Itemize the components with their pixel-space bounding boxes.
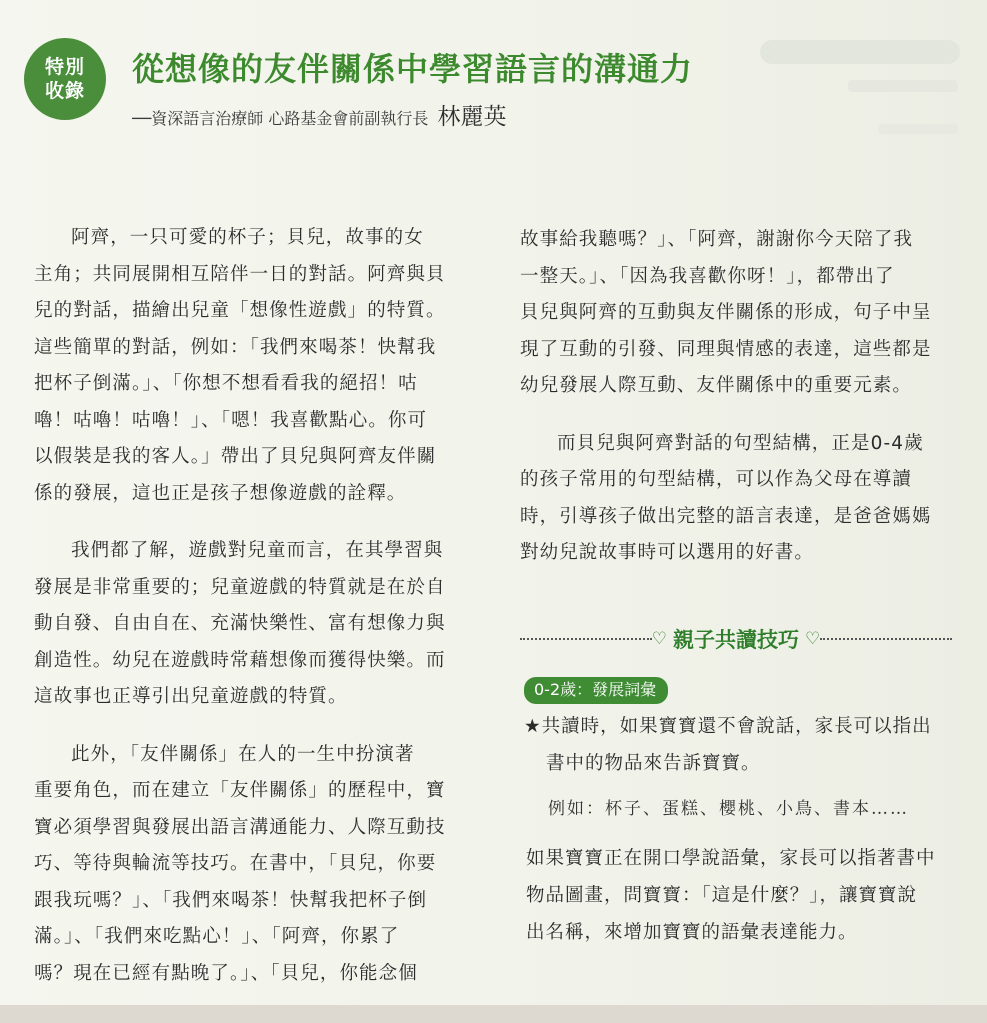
section-title: 親子共讀技巧	[673, 628, 799, 652]
text-line: 嚕！咕嚕！咕嚕！」、「嗯！我喜歡點心。你可	[34, 409, 428, 431]
age-range-tag: 0-2歲：發展詞彙	[524, 677, 668, 704]
badge-line-1: 特別	[44, 56, 85, 78]
example-words: 例如：杯子、蛋糕、櫻桃、小鳥、書本……	[548, 799, 909, 819]
heart-icon: ♡	[651, 629, 667, 649]
special-feature-badge	[24, 38, 106, 120]
text-line: 這些簡單的對話，例如：「我們來喝茶！快幫我	[34, 336, 437, 358]
text-line: 創造性。幼兒在遊戲時常藉想像而獲得快樂。而	[34, 649, 446, 671]
tip-line-1: ★共讀時，如果寶寶還不會說話，家長可以指出	[524, 716, 932, 737]
text-line: 此外，「友伴關係」在人的一生中扮演著	[71, 743, 415, 765]
text-line: 對幼兒說故事時可以選用的好書。	[520, 542, 815, 563]
author-role: ──資深語言治療師 心路基金會前副執行長	[132, 109, 429, 128]
badge-line-2: 收錄	[44, 80, 85, 102]
paragraph-2	[34, 533, 464, 716]
faded-text-bleed	[878, 124, 958, 134]
dotted-rule	[520, 638, 652, 640]
text-line: 這故事也正導引出兒童遊戲的特質。	[34, 686, 348, 707]
text-line: 物品圖畫，問寶寶：「這是什麼？」，讓寶寶說	[526, 885, 918, 906]
text-line: 動自發、自由自在、充滿快樂性、富有想像力與	[34, 613, 446, 634]
text-line: 如果寶寶正在開口學說語彙，家長可以指著書中	[526, 848, 936, 869]
text-line: 係的發展，這也正是孩子想像遊戲的詮釋。	[34, 482, 407, 504]
tip-paragraph	[526, 840, 966, 951]
text-line: 貝兒與阿齊的互動與友伴關係的形成，句子中呈	[520, 302, 932, 323]
text-line: 阿齊，一只可愛的杯子；貝兒，故事的女	[71, 227, 424, 248]
text-line: 兒的對話，描繪出兒童「想像性遊戲」的特質。	[34, 300, 446, 321]
text-line: 故事給我聽嗎？」、「阿齊，謝謝你今天陪了我	[520, 229, 914, 250]
text-line: 我們都了解，遊戲對兒童而言，在其學習與	[71, 540, 444, 561]
paragraph-1	[34, 220, 464, 512]
text-line: 發展是非常重要的；兒童遊戲的特質就是在於自	[34, 576, 446, 598]
text-line: 時，引導孩子做出完整的語言表達，是爸爸媽媽	[520, 505, 932, 527]
paragraph-4	[520, 222, 956, 405]
author-name: 林麗英	[437, 104, 507, 130]
faded-text-bleed	[848, 80, 958, 92]
text-line: 的孩子常用的句型結構，可以作為父母在導讀	[520, 469, 913, 490]
tip-line-2: 書中的物品來告訴寶寶。	[546, 753, 761, 774]
text-line: 幼兒發展人際互動、友伴關係中的重要元素。	[520, 375, 913, 396]
left-column	[34, 220, 464, 992]
faded-header-bleed	[760, 40, 960, 64]
text-line: 寶必須學習與發展出語言溝通能力、人際互動技	[34, 816, 446, 838]
text-line: 把杯子倒滿。」、「你想不想看看我的絕招！咕	[34, 373, 418, 394]
reading-tips-header	[520, 624, 952, 654]
paragraph-3	[34, 737, 464, 993]
article-title: 從想像的友伴關係中學習語言的溝通力	[132, 50, 694, 88]
tip-item	[524, 708, 964, 782]
text-line: 滿。」、「我們來吃點心！」、「阿齊，你累了	[34, 926, 400, 947]
text-line: 巧、等待與輪流等技巧。在書中，「貝兒，你要	[34, 853, 437, 874]
page-bottom-edge	[0, 1005, 987, 1023]
right-column	[520, 222, 956, 572]
heart-icon: ♡	[805, 629, 821, 649]
text-line: 重要角色，而在建立「友伴關係」的歷程中，寶	[34, 780, 446, 801]
text-line: 以假裝是我的客人。」帶出了貝兒與阿齊友伴關	[34, 446, 437, 467]
text-line: 現了互動的引發、同理與情感的表達，這些都是	[520, 338, 932, 360]
author-byline	[132, 98, 506, 131]
text-line: 而貝兒與阿齊對話的句型結構，正是0-4歲	[557, 432, 924, 454]
text-line: 嗎？現在已經有點晚了。」、「貝兒，你能念個	[34, 962, 418, 984]
text-line: 跟我玩嗎？」、「我們來喝茶！快幫我把杯子倒	[34, 889, 428, 911]
text-line: 主角；共同展開相互陪伴一日的對話。阿齊與貝	[34, 263, 446, 285]
dotted-rule	[820, 638, 952, 640]
paragraph-5	[520, 426, 956, 572]
text-line: 出名稱，來增加寶寶的語彙表達能力。	[526, 922, 858, 943]
text-line: 一整天。」、「因為我喜歡你呀！」，都帶出了	[520, 265, 895, 287]
